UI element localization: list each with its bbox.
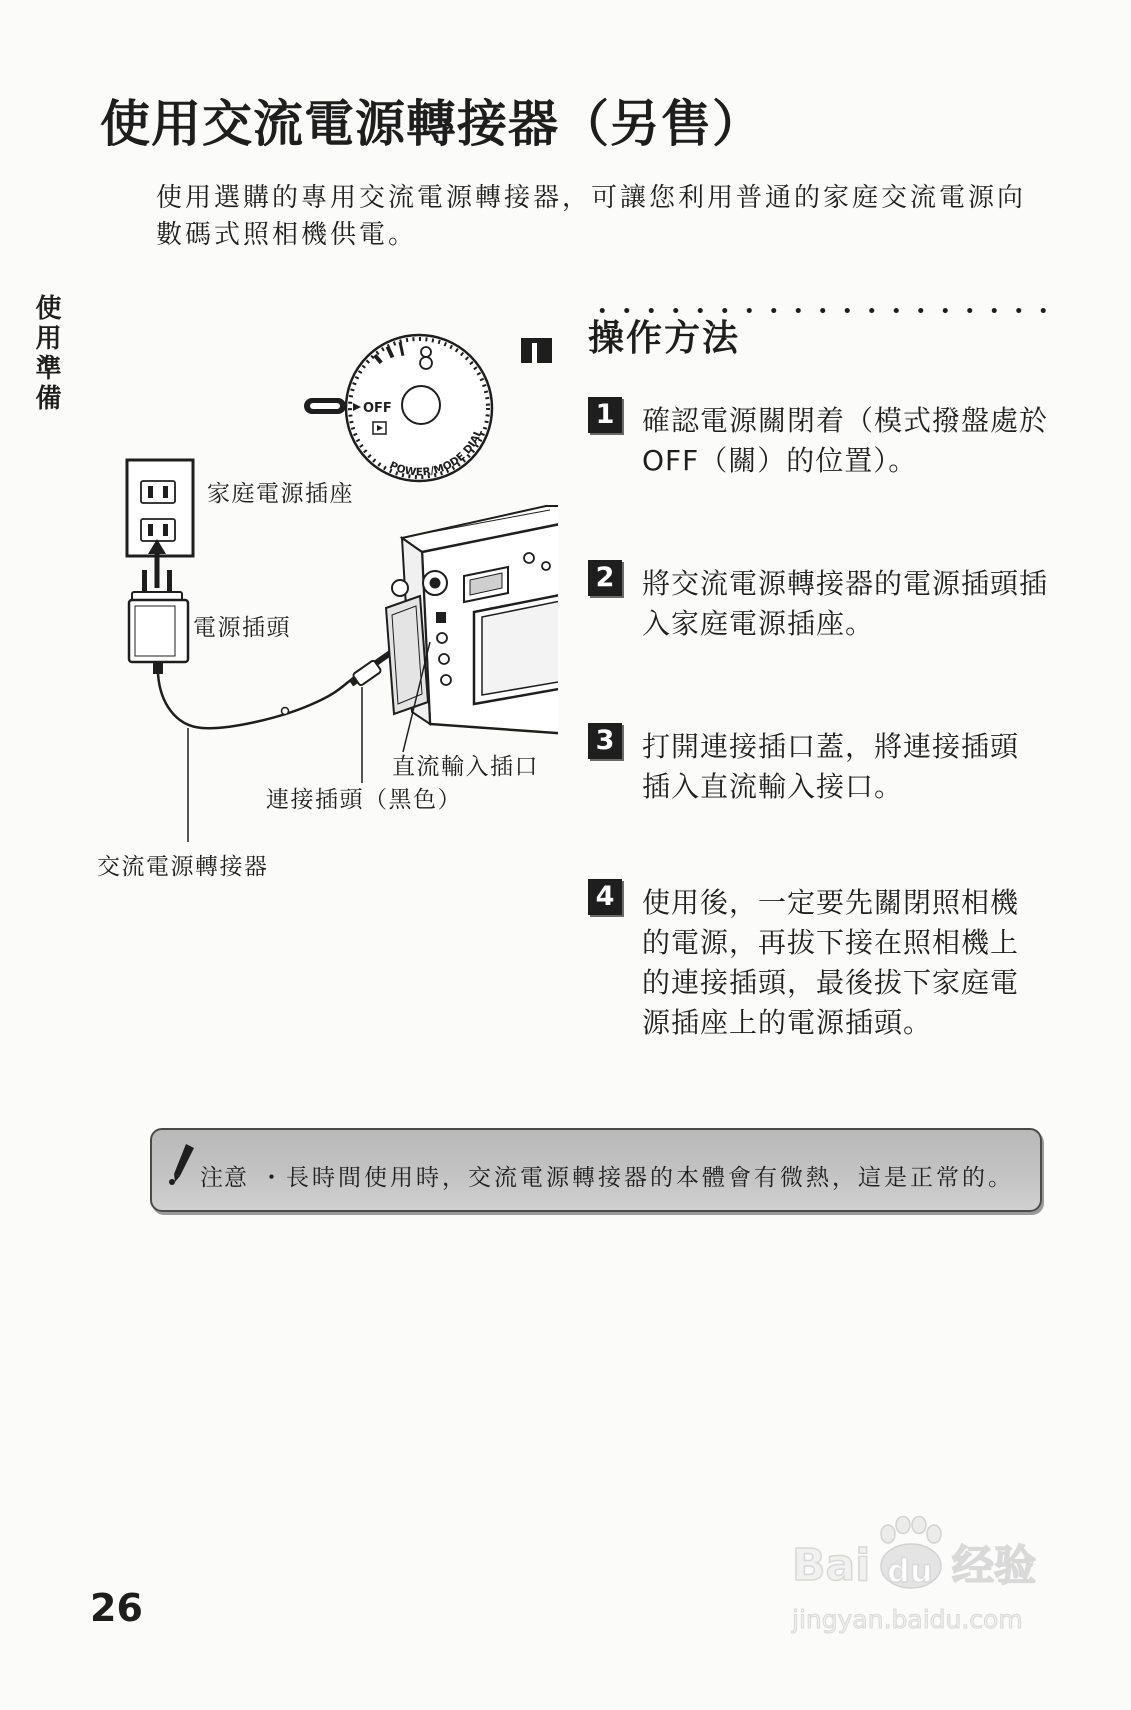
page-number: 26 bbox=[90, 1586, 143, 1630]
dc-cable bbox=[158, 674, 356, 728]
playback-icon bbox=[373, 422, 386, 434]
dial-off-label: OFF bbox=[363, 401, 392, 416]
step-line: 入家庭電源插座。 bbox=[642, 607, 875, 640]
watermark-brand-left: Bai bbox=[792, 1540, 871, 1591]
intro-line: 數碼式照相機供電。 bbox=[156, 220, 418, 250]
step-number-badge: 3 bbox=[588, 723, 622, 759]
note-text: ・長時間使用時，交流電源轉接器的本體會有微熱，這是正常的。 bbox=[260, 1165, 1014, 1191]
camera-button bbox=[437, 633, 447, 643]
intro-paragraph bbox=[156, 180, 1026, 254]
dial-ring-label: POWER/MODE DIAL bbox=[387, 427, 486, 479]
side-chapter-tab: 使用準備 bbox=[31, 294, 61, 414]
camera-button bbox=[439, 654, 449, 664]
connector-label: 連接插頭（黑色） bbox=[266, 787, 462, 813]
step-line: 插入直流輸入接口。 bbox=[642, 770, 904, 803]
camera-button bbox=[542, 562, 550, 570]
step-number-badge: 4 bbox=[588, 879, 622, 915]
socket-lower bbox=[141, 519, 175, 541]
dc-connector-plug bbox=[347, 660, 381, 690]
watermark-brand-cn: 经验 bbox=[952, 1541, 1037, 1590]
step-number-badge: 1 bbox=[588, 397, 622, 433]
note-box bbox=[150, 1128, 1042, 1212]
camera-button bbox=[524, 553, 534, 563]
step-text bbox=[642, 564, 1048, 644]
step-line: 使用後，一定要先關閉照相機 bbox=[642, 886, 1020, 919]
dc-in-label: 直流輸入插口 bbox=[392, 754, 539, 780]
step-number-badge: 2 bbox=[588, 560, 622, 596]
port-cover bbox=[386, 596, 428, 714]
plug-label: 電源插頭 bbox=[193, 615, 291, 641]
step-line: 的電源，再拔下接在照相機上 bbox=[642, 926, 1020, 959]
connection-diagram bbox=[80, 330, 570, 900]
dial-indicator-icon bbox=[304, 398, 346, 414]
procedure-heading: 操作方法 bbox=[588, 318, 741, 359]
step-line: 打開連接插口蓋，將連接插頭 bbox=[642, 730, 1020, 763]
strain-relief bbox=[153, 662, 163, 674]
step-line: 的連接插頭，最後拔下家庭電 bbox=[642, 966, 1020, 999]
step-4 bbox=[588, 879, 1058, 1049]
step-1 bbox=[588, 397, 1058, 567]
camera-body bbox=[386, 506, 570, 734]
watermark-url: jingyan.baidu.com bbox=[792, 1605, 1023, 1634]
intro-line: 使用選購的專用交流電源轉接器，可讓您利用普通的家庭交流電源向 bbox=[156, 183, 1027, 213]
step-line: 將交流電源轉接器的電源插頭插 bbox=[642, 567, 1049, 600]
step-2 bbox=[588, 560, 1058, 730]
step-line: 源插座上的電源插頭。 bbox=[642, 1006, 933, 1039]
socket-upper bbox=[141, 481, 175, 503]
adapter-label: 交流電源轉接器 bbox=[97, 854, 269, 880]
wall-outlet bbox=[127, 460, 193, 556]
step-text bbox=[642, 727, 1019, 807]
step-line: 確認電源關閉着（模式撥盤處於 bbox=[642, 404, 1049, 437]
step-3 bbox=[588, 723, 1058, 893]
watermark-brand-right: du bbox=[887, 1552, 933, 1590]
strap-lug bbox=[392, 580, 408, 596]
cable-ferrite bbox=[282, 708, 289, 715]
dotted-rule bbox=[590, 306, 1048, 315]
page-title: 使用交流電源轉接器（另售） bbox=[100, 95, 763, 153]
step-line: OFF（關）的位置）。 bbox=[642, 444, 918, 477]
dc-input-port bbox=[436, 612, 446, 623]
adapter-body bbox=[129, 600, 188, 662]
pencil-icon bbox=[168, 1142, 198, 1186]
mode-dial bbox=[346, 335, 492, 481]
step-text bbox=[642, 883, 1019, 1043]
step-text bbox=[642, 401, 1048, 481]
dial-center bbox=[402, 386, 440, 424]
outlet-label: 家庭電源插座 bbox=[207, 481, 354, 507]
note-label: 注意 bbox=[200, 1165, 248, 1191]
camera-button bbox=[441, 675, 451, 685]
